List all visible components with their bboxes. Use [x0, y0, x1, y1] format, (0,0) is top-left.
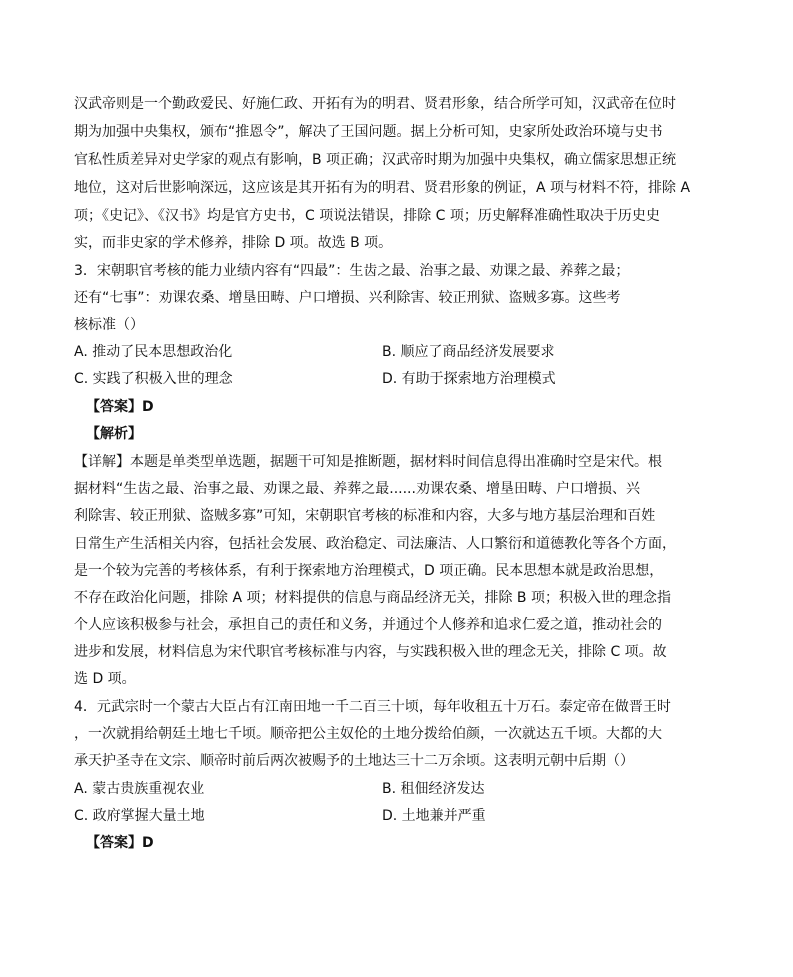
q4-stem-line-3: 承天护圣寺在文宗、顺帝时前后两次被赐予的土地达三十二万余顷。这表明元朝中后期（） [74, 753, 634, 769]
q3-option-d: D. 有助于探索地方治理模式 [382, 371, 556, 387]
q4-option-b: B. 租佃经济发达 [382, 781, 485, 797]
q4-option-d: D. 土地兼并严重 [382, 808, 486, 824]
q3-option-a: A. 推动了民本思想政治化 [74, 344, 233, 360]
prev-analysis-line-5: 项；《史记》、《汉书》均是官方史书，C 项说法错误，排除 C 项；历史解释准确性取决于历史史 [74, 208, 660, 224]
q3-stem-line-3: 核标准（） [74, 317, 144, 333]
q4-option-a: A. 蒙古贵族重视农业 [74, 781, 205, 797]
q4-stem-line-1: 4．元武宗时一个蒙古大臣占有江南田地一千二百三十顷，每年收租五十万石。泰定帝在做晋王时 [74, 699, 671, 715]
q4-stem-line-2: ，一次就捐给朝廷土地七千顷。顺帝把公主奴伦的土地分拨给伯颜，一次就达五千顷。大都的大 [74, 726, 662, 742]
q3-option-b: B. 顺应了商品经济发展要求 [382, 344, 555, 360]
prev-analysis-line-6: 实，而非史家的学术修养，排除 D 项。故选 B 项。 [74, 235, 393, 251]
q4-answer: 【答案】D [86, 835, 154, 851]
q3-detail-line-3: 利除害、较正刑狱、盗贼多寡”可知，宋朝职官考核的标准和内容，大多与地方基层治理和百姓 [74, 508, 656, 524]
q3-detail-line-5: 是一个较为完善的考核体系，有利于探索地方治理模式，D 项正确。民本思想本就是政治思想， [74, 563, 664, 579]
prev-analysis-line-1: 汉武帝则是一个勤政爱民、好施仁政、开拓有为的明君、贤君形象，结合所学可知，汉武帝在位时 [74, 96, 676, 112]
q3-stem-line-2: 还有“七事”：劝课农桑、增垦田畴、户口增损、兴利除害、较正刑狱、盗贼多寡。这些考 [74, 290, 621, 306]
q3-detail-line-8: 进步和发展，材料信息为宋代职官考核标准与内容，与实践积极入世的理念无关，排除 C 项。故 [74, 644, 667, 660]
q3-stem-line-1: 3．宋朝职官考核的能力业绩内容有“四最”：生齿之最、治事之最、劝课之最、养葬之最； [74, 263, 630, 279]
q3-detail-line-6: 不存在政治化问题，排除 A 项；材料提供的信息与商品经济无关，排除 B 项；积极入世的理念指 [74, 590, 671, 606]
prev-analysis-line-2: 期为加强中央集权，颁布“推恩令”，解决了王国问题。据上分析可知，史家所处政治环境与史书 [74, 124, 663, 140]
q3-detail-line-4: 日常生产生活相关内容，包括社会发展、政治稳定、司法廉洁、人口繁衍和道德教化等各个方面， [74, 536, 676, 552]
q3-detail-line-1: 【详解】本题是单类型单选题，据题干可知是推断题，据材料时间信息得出准确时空是宋代。根 [74, 454, 662, 470]
q3-option-c: C. 实践了积极入世的理念 [74, 371, 233, 387]
q3-answer: 【答案】D [86, 399, 154, 415]
q3-detail-line-7: 个人应该积极参与社会，承担自己的责任和义务，并通过个人修养和追求仁爱之道，推动社会的 [74, 617, 662, 633]
q3-analysis-label: 【解析】 [86, 426, 142, 442]
prev-analysis-line-4: 地位，这对后世影响深远，这应该是其开拓有为的明君、贤君形象的例证，A 项与材料不符，排除 A [74, 180, 691, 196]
q4-option-c: C. 政府掌握大量土地 [74, 808, 205, 824]
q3-detail-line-2: 据材料“生齿之最、治事之最、劝课之最、养葬之最......劝课农桑、增垦田畴、户口增损、兴 [74, 481, 640, 497]
prev-analysis-line-3: 官私性质差异对史学家的观点有影响，B 项正确；汉武帝时期为加强中央集权，确立儒家思想正统 [74, 152, 677, 168]
q3-detail-line-9: 选 D 项。 [74, 671, 136, 687]
